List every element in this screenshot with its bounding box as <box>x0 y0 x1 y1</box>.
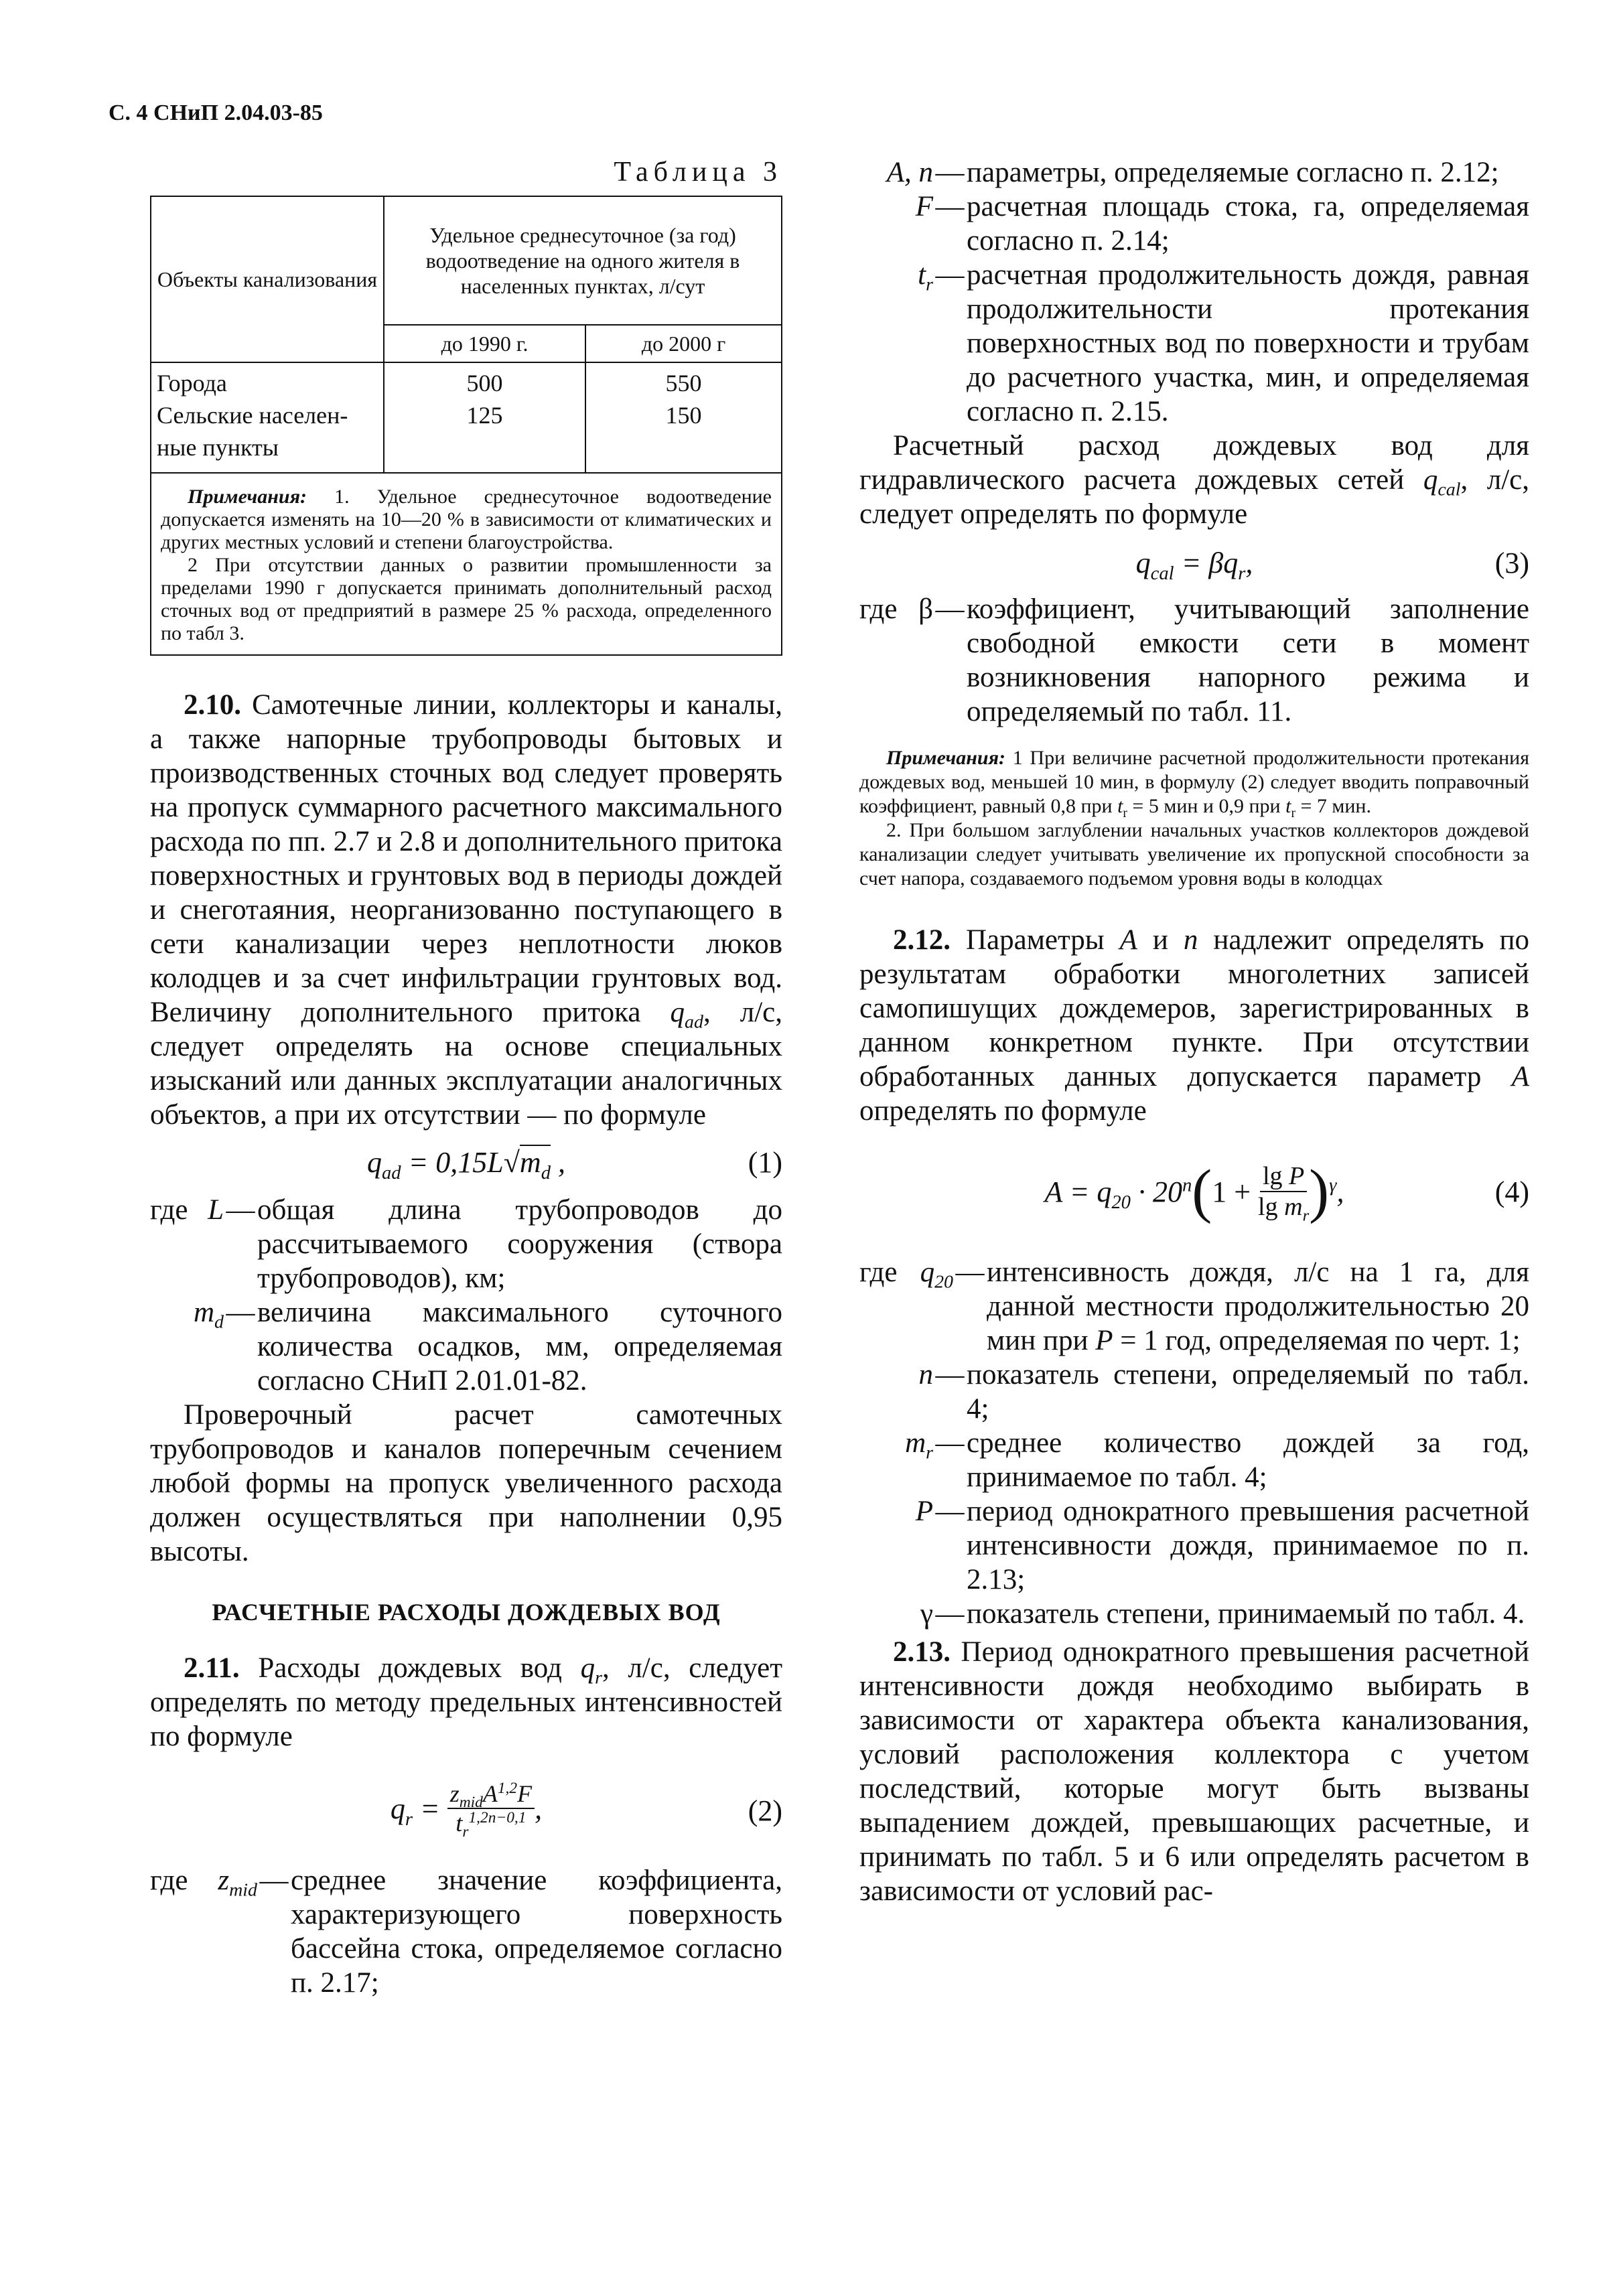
definition-beta: где β — коэффициент, учитывающий заполнение свободной емкости сети в момент возникновения напорного режима и определяемый по табл. 11. <box>859 593 1529 727</box>
section-heading-rain: РАСЧЕТНЫЕ РАСХОДЫ ДОЖДЕВЫХ ВОД <box>212 1599 721 1626</box>
left-column <box>150 155 782 2000</box>
table-row <box>151 362 782 399</box>
table-subheader-2000: до 2000 г <box>585 325 782 362</box>
section-2-10: 2.10. Самотечные линии, коллекторы и каналы, а также напорные трубопроводы бытовых и производственных сточных вод следует проверять на пропуск суммарного расчетного максимального расхода по пп. 2.7 и 2.8 и дополнительного притока поверхностных и грунтовых вод в периоды дождей и снеготаяния, неорганизованно поступающего в сети канализации через неплотности люков колодцев и за счет инфильтрации грунтовых вод. Величину дополнительного притока $q_{ad}$, л/с, следует определять на основе специальных изысканий или данных эксплуатации аналогичных объектов, а при их отсутствии — по формуле <box>150 689 783 1131</box>
table-header-object: Объекты канализования <box>151 196 384 362</box>
table-3 <box>150 196 782 474</box>
table-note-2: 2 При отсутствии данных о развитии промышленности за пределами 1990 г допускается принимать дополнительный расход сточных вод от предприятий в размере 25 % расхода, определенного по табл 3. <box>161 554 772 644</box>
definition-An: A, n — параметры, определяемые согласно п. 2.12; <box>886 157 1499 188</box>
table-note-1: 1. Удельное среднесуточное водоотведение допускается изменять на 10—20 % в зависимости от климатических и других местных условий и степени благоустройства. <box>161 486 772 553</box>
table-notes <box>150 474 782 656</box>
section-2-12: 2.12. Параметры A и n надлежит определять по результатам обработки многолетних записей самопишущих дождемеров, зарегистрированных в данном конкретном пункте. При отсутствии обработанных данных допускается параметр A определять по формуле <box>859 924 1529 1127</box>
table-cell-object: Сельские населен-ные пункты <box>151 399 384 473</box>
table-header-norm: Удельное среднесуточное (за год) водоотведение на одного жителя в населенных пунктах, л/сут <box>384 196 782 325</box>
right-column <box>859 155 1529 1908</box>
definition-P: P — период однократного превышения расчетной интенсивности дождя, принимаемое по п. 2.13; <box>915 1496 1529 1595</box>
formula-number: (3) <box>1494 547 1529 579</box>
definition-n: n — показатель степени, определяемый по табл. 4; <box>918 1359 1529 1425</box>
formula-number: (4) <box>1494 1175 1529 1208</box>
formula-number: (2) <box>748 1794 782 1827</box>
notes-rain: Примечания: 1 При величине расчетной продолжительности протекания дождевых вод, меньшей 10 мин, в формулу (2) следует вводить поправочный коэффициент, равный 0,8 при $t_r = 5$ мин и 0,9 при $t_r = 7$ мин. 2. При большом заглублении начальных участков коллекторов дождевой канализации следует учитывать увеличение их пропускной способности за счет напора, создаваемого подъемом уровня воды в колодцах <box>859 747 1530 889</box>
formula-2: $q_r$ = $z_{mid}A^{1,2}F$ $t_r^{1,2n-0,1}$ , (2) <box>390 1780 782 1841</box>
table-title: Таблица 3 <box>614 157 782 188</box>
definition-mr: $m_r$ — среднее количество дождей за год, принимаемое по табл. 4; <box>905 1427 1529 1493</box>
table-cell-2000: 150 <box>585 399 782 473</box>
table-cell-1990: 125 <box>384 399 585 473</box>
section-number: 2.10. <box>184 689 241 721</box>
formula-number: (1) <box>748 1146 782 1179</box>
definition-md: $m_d$ — величина максимального суточного количества осадков, мм, определяемая согласно СНиП 2.01.01-82. <box>193 1297 782 1396</box>
table-row <box>151 399 782 473</box>
section-2-13: 2.13. Период однократного превышения расчетной интенсивности дождя необходимо выбирать в зависимости от характера объекта канализования, условий расположения коллектора с учетом последствий, которые могут быть вызваны выпадением дождей, превышающих расчетные, и принимать по табл. 5 и 6 или определять расчетом в зависимости от условий рас- <box>859 1636 1529 1907</box>
formula-1: $q_{ad} = 0,15L√m_d$ , (1) <box>366 1146 782 1183</box>
definition-zmid: где $z_{mid}$ — среднее значение коэффициента, характеризующего поверхность бассейна стока, определяемое согласно п. 2.17; <box>150 1865 782 1999</box>
formula-3: $q_{cal} = \beta q_r$, (3) <box>1135 547 1529 584</box>
table-cell-1990: 500 <box>384 362 585 399</box>
definition-gamma: γ — показатель степени, принимаемый по табл. 4. <box>920 1598 1525 1630</box>
formula-4: $A = q_{20} \cdot 20^n$ ( 1 + $\frac{\text{lg P}}{\lg m_r}$ ) $^\gamma$, (4) <box>1044 1158 1529 1225</box>
definition-F: F — расчетная площадь стока, га, определяемая согласно п. 2.14; <box>915 191 1529 257</box>
notes-label: Примечания: <box>188 486 307 508</box>
table-cell-2000: 550 <box>585 362 782 399</box>
table-subheader-1990: до 1990 г. <box>384 325 585 362</box>
definition-q20: где $q_{20}$ — интенсивность дождя, л/с на 1 га, для данной местности продолжительностью 20 мин при P = 1 год, определяемая по черт. 1; <box>859 1257 1529 1356</box>
note-2: 2. При большом заглублении начальных участков коллекторов дождевой канализации следует учитывать увеличение их пропускной способности за счет напора, создаваемого подъемом уровня воды в колодцах <box>859 819 1529 889</box>
page-header: С. 4 СНиП 2.04.03-85 <box>109 100 323 125</box>
paragraph-qcal: Расчетный расход дождевых вод для гидравлического расчета дождевых сетей $q_{cal}$, л/с, следует определять по формуле <box>859 430 1530 530</box>
definition-tr: $t_r$ — расчетная продолжительность дождя, равная продолжительности протекания поверхностных вод по поверхности и трубам до расчетного участка, мин, и определяемая согласно п. 2.15. <box>918 259 1529 427</box>
table-cell-object: Города <box>151 362 384 399</box>
section-2-11: 2.11. Расходы дождевых вод $q_r$, л/с, следует определять по методу предельных интенсивностей по формуле <box>150 1652 783 1752</box>
paragraph-check: Проверочный расчет самотечных трубопроводов и каналов поперечным сечением любой формы на пропуск увеличенного расхода должен осуществляться при наполнении 0,95 высоты. <box>150 1399 782 1567</box>
definition-L: где L — общая длина трубопроводов до рассчитываемого сооружения (створа трубопроводов), км; <box>150 1194 782 1294</box>
